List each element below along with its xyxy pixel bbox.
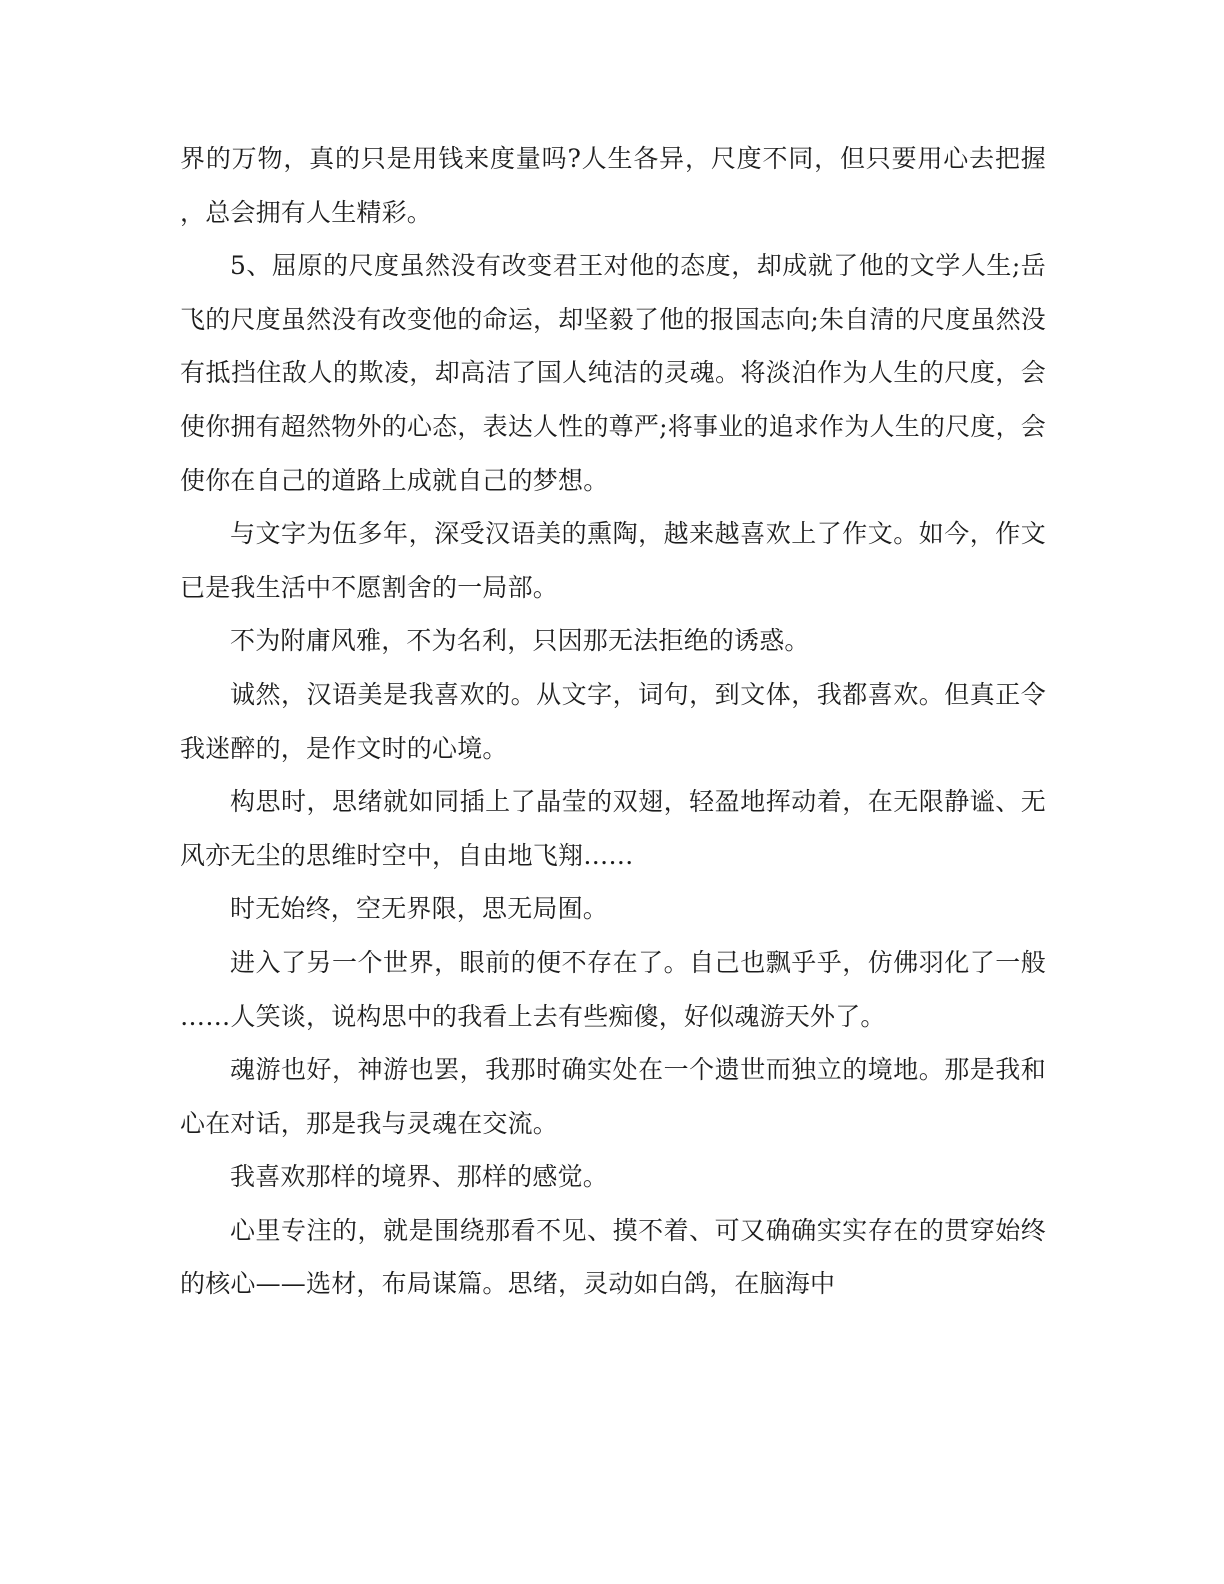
paragraph-5: 诚然，汉语美是我喜欢的。从文字，词句，到文体，我都喜欢。但真正令我迷醉的，是作文时的心境。 [180, 679, 1046, 763]
paragraph-4: 不为附庸风雅，不为名利，只因那无法拒绝的诱惑。 [230, 626, 810, 656]
paragraph-10: 我喜欢那样的境界、那样的感觉。 [230, 1162, 609, 1192]
paragraph-7: 时无始终，空无界限，思无局囿。 [230, 894, 609, 924]
document-body [180, 132, 1046, 1311]
paragraph-1: 界的万物，真的只是用钱来度量吗?人生各异，尺度不同，但只要用心去把握，总会拥有人生精彩。 [180, 144, 1046, 227]
paragraph-8: 进入了另一个世界，眼前的便不存在了。自己也飘乎乎，仿佛羽化了一般……人笑谈，说构思中的我看上去有些痴傻，好似魂游天外了。 [180, 947, 1046, 1031]
paragraph-6: 构思时，思绪就如同插上了晶莹的双翅，轻盈地挥动着，在无限静谧、无风亦无尘的思维时空中，自由地飞翔…… [180, 787, 1046, 870]
paragraph-2: 5、屈原的尺度虽然没有改变君王对他的态度，却成就了他的文学人生;岳飞的尺度虽然没有改变他的命运，却坚毅了他的报国志向;朱自清的尺度虽然没有抵挡住敌人的欺凌，却高洁了国人纯洁的灵魂。将淡泊作为人生的尺度，会使你拥有超然物外的心态，表达人性的尊严;将事业的追求作为人生的尺度，会使你在自己的道路上成就自己的梦想。 [180, 251, 1046, 495]
paragraph-11: 心里专注的，就是围绕那看不见、摸不着、可又确确实实存在的贯穿始终的核心——选材，布局谋篇。思绪，灵动如白鸽，在脑海中 [180, 1215, 1046, 1299]
paragraph-3: 与文字为伍多年，深受汉语美的熏陶，越来越喜欢上了作文。如今，作文已是我生活中不愿割舍的一局部。 [180, 519, 1046, 602]
paragraph-9: 魂游也好，神游也罢，我那时确实处在一个遗世而独立的境地。那是我和心在对话，那是我与灵魂在交流。 [180, 1055, 1046, 1138]
